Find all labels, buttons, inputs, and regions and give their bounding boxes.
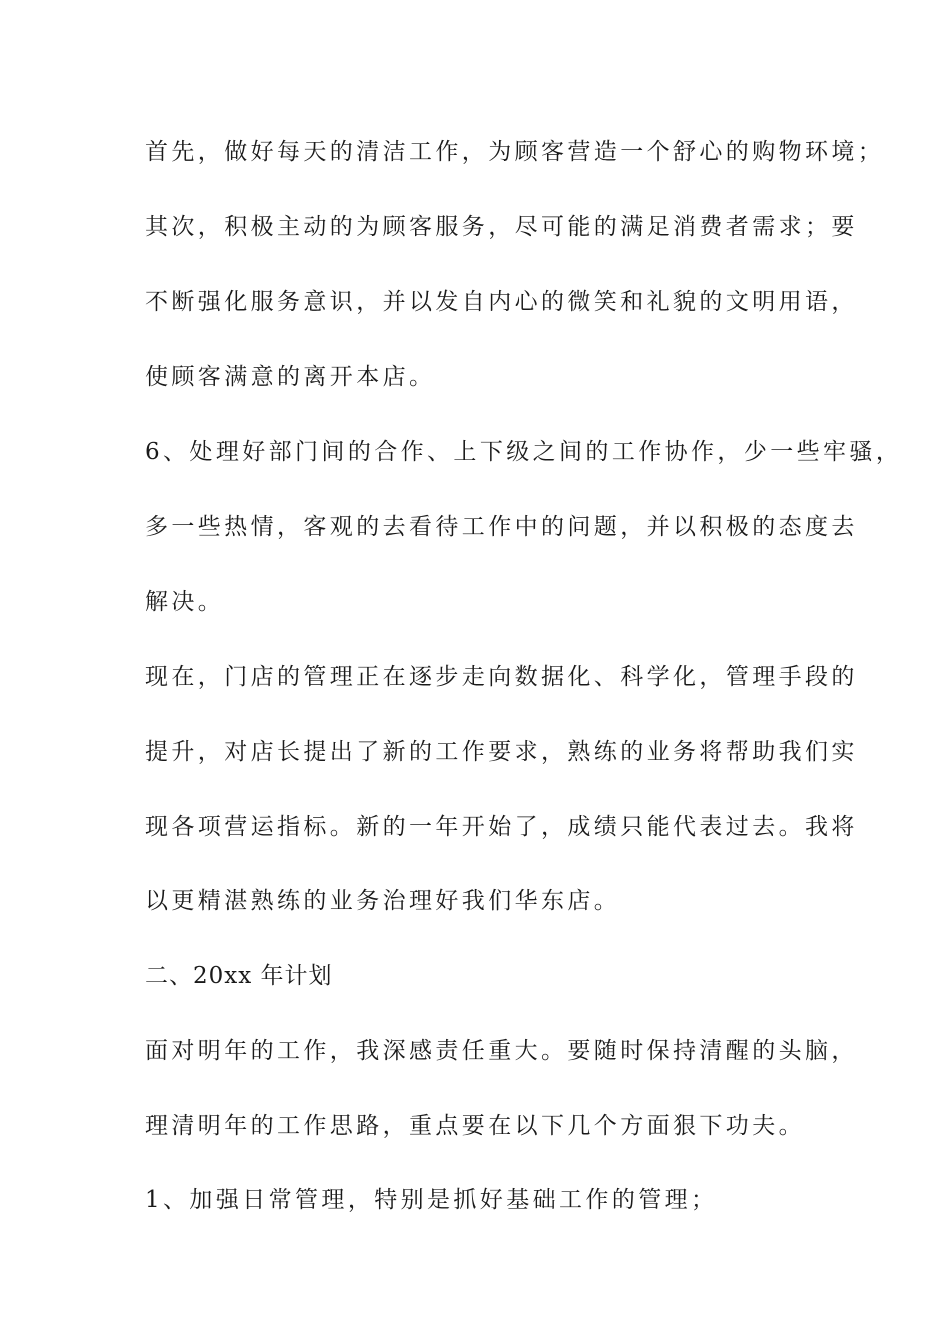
text-line-4: 使顾客满意的离开本店。 (145, 364, 436, 390)
text-line-13: 面对明年的工作，我深感责任重大。要随时保持清醒的头脑， (145, 1038, 858, 1064)
section-heading-plan: 二、20xx 年计划 (145, 963, 333, 989)
text-line-3: 不断强化服务意识，并以发自内心的微笑和礼貌的文明用语， (145, 289, 858, 315)
text-line-1: 首先，做好每天的清洁工作，为顾客营造一个舒心的购物环境； (145, 139, 885, 165)
text-line-6: 多一些热情，客观的去看待工作中的问题，并以积极的态度去 (145, 514, 858, 540)
text-line-7: 解决。 (145, 589, 225, 615)
text-line-14: 理清明年的工作思路，重点要在以下几个方面狠下功夫。 (145, 1113, 805, 1139)
text-line-5: 6、处理好部门间的合作、上下级之间的工作协作，少一些牢骚， (145, 439, 903, 465)
text-line-15: 1、加强日常管理，特别是抓好基础工作的管理； (145, 1187, 718, 1213)
text-line-9: 提升，对店长提出了新的工作要求，熟练的业务将帮助我们实 (145, 739, 858, 765)
text-line-11: 以更精湛熟练的业务治理好我们华东店。 (145, 888, 621, 914)
text-line-10: 现各项营运指标。新的一年开始了，成绩只能代表过去。我将 (145, 814, 858, 840)
text-line-8: 现在，门店的管理正在逐步走向数据化、科学化，管理手段的 (145, 664, 858, 690)
text-line-2: 其次，积极主动的为顾客服务，尽可能的满足消费者需求；要 (145, 214, 858, 240)
